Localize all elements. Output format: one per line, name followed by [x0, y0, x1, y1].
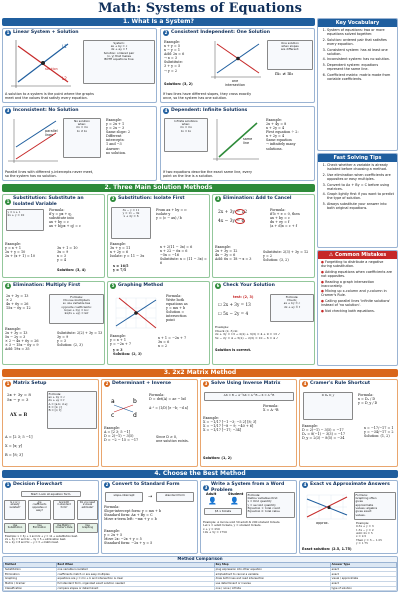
mistake-item: ● Calling parallel lines 'infinite solutions' instead of 'no solution'.	[321, 299, 395, 307]
mistake-item: ● Reading a graph intersection inaccurately.	[321, 280, 395, 288]
panel-title	[318, 251, 397, 259]
example-text: Example: 3x + y = 11 x + 2y = 6 Isolate: y = 11 − 3x	[110, 242, 145, 259]
checkbox-icon: ☐	[218, 302, 224, 307]
example-text: Example: y = 2x + 1 y = 2x − 3 Same slope: 2 Different intercepts: 1 and −3 Answer: no solution.	[106, 118, 131, 155]
slope-condition: m₁ ≠ m₂	[275, 72, 294, 77]
vocab-item: 2. Solution: ordered pair that satisfies every equation.	[327, 38, 395, 46]
card-footnote: Parallel lines with different y-intercepts never meet, so the system has no solution.	[5, 170, 94, 179]
same-line-label: same line	[243, 137, 253, 146]
approx-label: approx.	[316, 521, 329, 525]
flow-question-2: Are coefficients opposites or easy?	[28, 500, 51, 520]
no-solution-condition: No solution when: m₁ = m₂ b₁ ≠ b₂	[63, 118, 101, 158]
check-equation-1	[216, 302, 253, 307]
decision-flowchart-card	[2, 480, 99, 554]
mistake-item: ● Forgetting to distribute a negative during substitution.	[321, 260, 395, 268]
method-elimination-card	[212, 194, 315, 278]
steps-text: 3x + 1 = 10 3x = 9 x = 3 y = 4	[57, 246, 78, 263]
standard-form-label: standard form	[156, 492, 194, 502]
step-number: 6	[216, 283, 220, 288]
card-title: Decision Flowchart	[13, 482, 63, 488]
cross-multiply-diagram	[105, 392, 145, 422]
checkbox-icon: ☐	[218, 311, 224, 316]
formula-text: Formula: if b + e = 0, then ax + by = c dx + ey = f (a + d)x = c + f	[270, 208, 300, 229]
card-title: Dependent: Infinite Solutions	[171, 108, 248, 114]
tip-item: 4. Graph lightly first if you want to predict the type of solution.	[327, 192, 395, 200]
vocab-item: 5. Dependent system: equations represent the same line.	[327, 63, 395, 71]
formula-text: From ax + by = c: isolate y y = (c − ax) / b	[156, 208, 188, 221]
table-cell: visual / approximate	[330, 577, 396, 582]
vocab-item: 1. System of equations: two or more equations solved together.	[327, 28, 395, 36]
flow-start: Start: Look at equation form.	[21, 491, 81, 497]
mistake-item: ● Adding equations when coefficients are not opposites.	[321, 270, 395, 278]
tip-item: 3. Convert to Ax + By = C before using matrices.	[327, 183, 395, 191]
matrix-setup-card	[2, 379, 99, 467]
formula-text: Formula: X = A⁻¹B	[263, 404, 279, 413]
inverse-chain: AX = B → A⁻¹AX = A⁻¹B → X = A⁻¹B	[204, 392, 294, 401]
equation-box: y = x + 1 2x + y = 10	[6, 209, 44, 231]
highlight-circle	[235, 209, 245, 215]
solution-text: Solution: (1, 2)	[203, 456, 232, 460]
word-problem-card	[200, 480, 297, 554]
formula-text: Formula: Check: ax + by ≟ c dx + ey ≟ f	[270, 294, 314, 322]
formula-text: Formula: Write both equations as y = mx + b Solution = intersection point	[166, 294, 188, 323]
section-3-banner: 3. 2x2 Matrix Method	[2, 369, 398, 377]
example-text: Example: A movie sold 50 adult & 200 student tickets. Let x = adult tickets, y = student tickets. x + y = 250 10x + 5y = 1750	[203, 520, 281, 535]
example-text: Example: x + y = 5 x − y = 1 Add: 2x = 6 → x = 3 Substitute: 3 + y = 5 → y = 2	[164, 40, 185, 73]
card-title: Elimination: Multiply First	[13, 283, 81, 289]
card-title: Exact vs Approximate Answers	[310, 482, 390, 488]
warning-icon: ⚠	[328, 252, 335, 258]
infinite-solutions-card	[160, 106, 315, 181]
matrix-equation: AX = B	[10, 413, 28, 418]
flow-answer-4: Use Graphing	[77, 523, 98, 533]
one-solution-card	[160, 28, 315, 103]
table-cell: Elimination	[4, 572, 57, 577]
formula-text: Formula: if y = px + q, substitute into ax + by = c ax + b(px + q) = c	[49, 208, 81, 229]
table-cell: one variable is isolated	[56, 567, 214, 572]
matrix-b: B = [8; 3]	[5, 453, 23, 457]
example-text: Example: y = x + 1 2x + y = 10 2x + (x + 1) = 10	[5, 242, 36, 259]
system-definition: System: ax + by = c dx + ey = f Solution: ordered pair (x, y) that makes BOTH equations true	[83, 40, 155, 84]
formula-text: Formula: Define variables first: x = first quantity y = second quantity Equation 1: total count Equation 2: total value	[246, 492, 295, 518]
test-point: test: (2, 3)	[233, 295, 254, 299]
formula-text: Formula: x = Dₓ / D y = D_y / D	[358, 393, 378, 406]
card-title: Consistent Independent: One Solution	[171, 30, 270, 36]
solution-text: x = 16/5 y = 7/5	[113, 264, 129, 273]
matrix-a: A = [2 3; 5 −1]	[5, 435, 33, 439]
step-number: 4	[303, 482, 307, 487]
solution-text: Exact solution: (2.5, 1.75)	[302, 547, 352, 551]
step-number: 2	[111, 196, 115, 201]
linear-system-card	[2, 28, 157, 103]
example-text: Example: y = x + 1 y = −2x + 7	[110, 334, 131, 347]
card-title: Cramer's Rule Shortcut	[310, 381, 371, 387]
table-title: Method Comparison	[3, 557, 397, 562]
table-cell: exact	[330, 581, 396, 586]
tip-item: 5. Always substitute your answer into both original equations.	[327, 202, 395, 210]
check-equation-1-text: 2x + 3y = 13	[223, 302, 251, 307]
check-solution-card	[212, 281, 315, 365]
two-lines-graph	[6, 38, 76, 90]
equation-2: 4x − 3y = 6	[218, 219, 245, 224]
student-label: Student	[228, 492, 244, 496]
step-number: 5	[111, 283, 115, 288]
formula-text: Formula: Choose multipliers so one variable has opposite coefficients: k₁(ax + by) = k₁c k₂(dx + ey) = k₂f	[49, 294, 104, 324]
step-number: 4	[6, 283, 10, 288]
check-example: Example: Check (2, 3) in: 2x + 3y = 13 → 2(2) + 3(3) = 4 + 9 = 13 ✓ 5x − 2y = 4 → 5(2) − 2(3) = 10 − 6 = 4 ✓	[215, 325, 281, 340]
equation-text: 2x + 3y = 8 5x − y = 3	[7, 392, 31, 402]
equation-work: 2x + 3y = 13 × 2 4x + 6y = 26 15x − 6y = 12	[6, 294, 31, 311]
step-number: 1	[6, 381, 10, 386]
inverse-matrix-card	[200, 379, 297, 467]
card-footnote: If two lines have different slopes, they cross exactly once, so the system has one solution.	[163, 92, 252, 101]
example-text: Example: y = 2x + 5 Move 2x: −2x + y = 5 Standard form: −2x + y = 5	[104, 529, 153, 546]
card-title: Check Your Solution	[223, 283, 275, 289]
vocab-item: 4. Inconsistent system: has no solution.	[327, 57, 395, 61]
intersection-label: one intersection	[224, 79, 246, 88]
ticket-label: $5 x tickets	[204, 508, 242, 515]
matrix-x: X = [x; y]	[5, 444, 23, 448]
column-header: Best When	[56, 562, 214, 567]
column-header: Method	[4, 562, 57, 567]
step-number: 3	[216, 196, 220, 201]
example-text: Example: 2x + 3y = 13 5x − 2y = 3 × 2 → 4x + 6y = 26 × 3 → 15x − 6y = 9 Add: 19x = 35	[5, 327, 39, 352]
method-substitution-card	[2, 194, 105, 278]
formula-text: Formula: Graphing often gives approximate values; algebra gives exact values.	[354, 492, 396, 520]
cramer-matrices: D Dₓ D_y	[303, 392, 353, 420]
card-title: Convert to Standard Form	[112, 482, 180, 488]
column-header: Key Step	[214, 562, 330, 567]
solution-text: Substitute: 2(3) + 3y = 12 y = 2 Solution: (3, 2)	[263, 250, 309, 263]
parallel-label: parallel lines	[45, 129, 58, 138]
card-footnote: A solution to a system is the point where the graphs meet and the values that satisfy every equation.	[5, 92, 94, 101]
method-isolate-card	[107, 194, 210, 278]
example-text: Example: 2x + 3y = 12 4x − 3y = 6 Add: 6x = 18 → x = 3	[215, 245, 252, 262]
formula-text: Formula: ax + by = c dx + ey = f A = [a b; d e] X = [x; y] B = [c; f]	[47, 391, 97, 429]
panel-title: Fast Solving Tips	[318, 154, 397, 162]
tip-item: 1. Check whether a variable is already isolated before choosing a method.	[327, 163, 395, 171]
table-cell: exact	[330, 572, 396, 577]
flow-answer-2: Use Elimination	[28, 523, 51, 533]
l1-label: L1	[62, 44, 67, 49]
table-cell: Substitution	[4, 567, 57, 572]
panel-title: Key Vocabulary	[318, 19, 397, 27]
card-title: Linear System + Solution	[13, 30, 79, 36]
highlight-circle	[235, 218, 245, 224]
table-cell: full standard form, organized exact solution needed	[56, 581, 214, 586]
column-header: Answer Type	[330, 562, 396, 567]
flow-question-4: Do you need a visual estimate?	[77, 500, 98, 520]
solution-text: Solution: (3, 4)	[57, 268, 86, 272]
card-title: Substitution: Isolate First	[118, 196, 185, 202]
steps-text: x + 2(11 − 3x) = 6 x + 22 − 6x = 6 −5x = −16 Substitute: x = (11 − 3x) = 6	[160, 245, 207, 266]
table-cell: draw both lines and read intersection	[214, 577, 330, 582]
formula-text: Formula: D = det(A) = ae − bd	[149, 393, 186, 402]
flow-question-1: Is x or y already isolated?	[4, 500, 26, 520]
steps-text: x + 1 = −2x + 7 3x = 6 x = 2	[158, 336, 187, 349]
equation-1: 2x + 3y = 12	[218, 210, 248, 215]
mistake-item: ● Not checking both equations.	[321, 309, 395, 313]
card-title: Elimination: Add to Cancel	[223, 196, 292, 202]
inverse-formula: A⁻¹ = (1/D) [e −b; −d a]	[149, 406, 188, 410]
card-title: Substitution: Substitute an Isolated Variable	[13, 196, 84, 207]
solution-text: Solution: (3, 2)	[164, 82, 193, 86]
table-cell: one / none / infinite	[214, 586, 330, 591]
solution-text: Substitute: 2(2) + 3y = 13 3y = 9 y = 3 Solution: (2, 3)	[57, 331, 103, 348]
check-equation-2-text: 5x − 2y = 4	[223, 311, 249, 316]
example-text: Example: X = −1/17 [−1 −3; −5 2] [8; 3] X = −1/17 [−8 − 9; −40 + 6] X = −1/17 [−17; −34]	[203, 416, 257, 433]
example-text: Example: 2x + 4y = 8 x + 2y = 4 First equation ÷ 2: x + 2y = 4 Same equation → infinitely many solutions.	[266, 118, 299, 151]
solution-text: y = 3 Solution: (2, 3)	[113, 348, 142, 357]
svg-text:a: a	[111, 398, 115, 405]
table-cell: equations are y = mx + b and intersection is clear	[56, 577, 214, 582]
cramers-rule-card	[299, 379, 398, 467]
step-number: 2	[105, 482, 109, 487]
table-cell: plug expression into other equation	[214, 567, 330, 572]
table-cell: use determinant or inverse	[214, 581, 330, 586]
arrow-right-icon: →	[148, 494, 153, 500]
page-title: Math: Systems of Equations	[98, 1, 302, 16]
step-number: 1	[6, 30, 10, 35]
flow-question-3: Are both in standard form?	[53, 500, 75, 520]
table-cell: add/subtract to cancel a variable	[214, 572, 330, 577]
adult-person-icon: 👤	[208, 497, 217, 505]
mistake-item: ● Mixing up x-column and y-column in Cramer's Rule.	[321, 289, 395, 297]
solution-label: solution	[45, 67, 58, 71]
vocab-item: 6. Coefficient matrix: matrix made from variable coefficients.	[327, 73, 395, 81]
card-title: Determinant + Inverse	[112, 381, 171, 387]
standard-form-card	[101, 480, 198, 554]
example-text: Example: D = 2(−1) − 3(5) = −17 Dₓ = 8(−1) − 3(3) = −17 D_y = 2(3) − 8(5) = −34	[302, 424, 346, 441]
step-number: 3	[6, 108, 10, 113]
method-comparison-table	[2, 556, 398, 592]
solution-text: x = −17/−17 = 1 y = −34/−17 = 2 Solution: (1, 2)	[364, 426, 394, 439]
card-title: Solve Using Inverse Matrix	[211, 381, 281, 387]
vocab-item: 3. Consistent system: has at least one solution.	[327, 48, 395, 56]
example-text: Example: 0.5x + y = 3 1.5x − y = 2 Add: 2x = 5 x = 2.5 Then y = 3 − 1.25 y = 1.75	[356, 521, 382, 546]
step-number: 3	[204, 484, 208, 490]
step-number: 3	[204, 381, 208, 386]
card-title: Write a System from a Word Problem	[211, 482, 285, 493]
flowchart-example: Example: x = 3y + 1 and 2x + y = 11 → substitution best. 2x + 3y = 7 and 4x − 3y = 5 → elimination best. 3x + 2y = 8 and 5x − y = 3 → matrix best.	[5, 535, 78, 544]
step-number: 2	[164, 30, 168, 35]
table-cell: Graphing	[4, 577, 57, 582]
flow-answer-1: Use Substitution	[4, 523, 26, 533]
card-title: Matrix Setup	[13, 381, 47, 387]
card-footnote: If two equations describe the exact same line, every point on the line is a solution.	[163, 170, 253, 179]
exact-vs-approx-card	[299, 480, 398, 554]
formula-text: Formula: Slope-intercept form: y = mx + b Standard form: Ax + By = C Move x-term left: −mx + y = b	[104, 505, 162, 522]
section-4-banner: 4. Choose the Best Method	[2, 470, 398, 478]
method-multiply-card	[2, 281, 105, 365]
table-cell: type of solution	[330, 586, 396, 591]
intersect-graph	[209, 39, 264, 81]
equation-box: 3x − y = 11 y = 11 − 3x x + 2y = 6	[111, 207, 151, 239]
section-1-banner: 1. What Is a System?	[2, 18, 315, 26]
key-vocabulary-panel	[317, 18, 398, 151]
approx-graph	[303, 491, 351, 521]
step-number: 1	[6, 482, 10, 487]
step-number: 2	[105, 381, 109, 386]
adult-label: Adult	[206, 492, 217, 496]
example-text: Example: A = [2 3; 5 −1] D = 2(−1) − 3(5) D = −2 − 15 = −17	[104, 426, 139, 443]
one-solution-note: One solution when slopes are different:	[267, 40, 313, 70]
card-title: Graphing Method	[118, 283, 164, 289]
l2-label: L2	[62, 76, 67, 81]
panel-title-text: Common Mistakes	[334, 252, 387, 258]
graphing-grid	[111, 293, 161, 333]
table-row	[4, 586, 397, 591]
section-2-banner: 2. Three Main Solution Methods	[2, 184, 315, 192]
solution-text: Solution is correct.	[215, 348, 252, 352]
step-number: 4	[164, 108, 168, 113]
check-equation-2	[216, 311, 250, 316]
tip-item: 2. Use elimination when coefficients are opposites or easy multiples.	[327, 173, 395, 181]
table-cell: Classification	[4, 586, 57, 591]
step-number: 4	[303, 381, 307, 386]
card-title: Inconsistent: No Solution	[13, 108, 79, 114]
table-cell: compare slopes or determinant	[56, 586, 214, 591]
fast-solving-tips-panel	[317, 153, 398, 248]
svg-text:d: d	[133, 412, 137, 419]
student-person-icon: 👤	[230, 497, 239, 505]
common-mistakes-panel	[317, 250, 398, 366]
table-cell: Matrix / Cramer	[4, 581, 57, 586]
infinite-condition: Infinite solutions when: m₁ = m₂ b₁ = b₂	[164, 118, 208, 152]
slope-intercept-label: slope-intercept	[105, 492, 143, 502]
parallel-graph	[6, 117, 61, 165]
determinant-card	[101, 379, 198, 467]
svg-text:c: c	[111, 412, 115, 419]
step-number: 1	[6, 198, 10, 204]
svg-text:b: b	[133, 398, 137, 405]
determinant-note: Since D ≠ 0, one solution exists.	[156, 435, 189, 444]
method-graphing-card	[107, 281, 210, 365]
table-cell: exact	[330, 567, 396, 572]
no-solution-card	[2, 106, 157, 181]
flow-answer-3: Use Matrix / Cramer's Rule	[53, 523, 75, 533]
table-cell: coefficients match or are easy multiples	[56, 572, 214, 577]
